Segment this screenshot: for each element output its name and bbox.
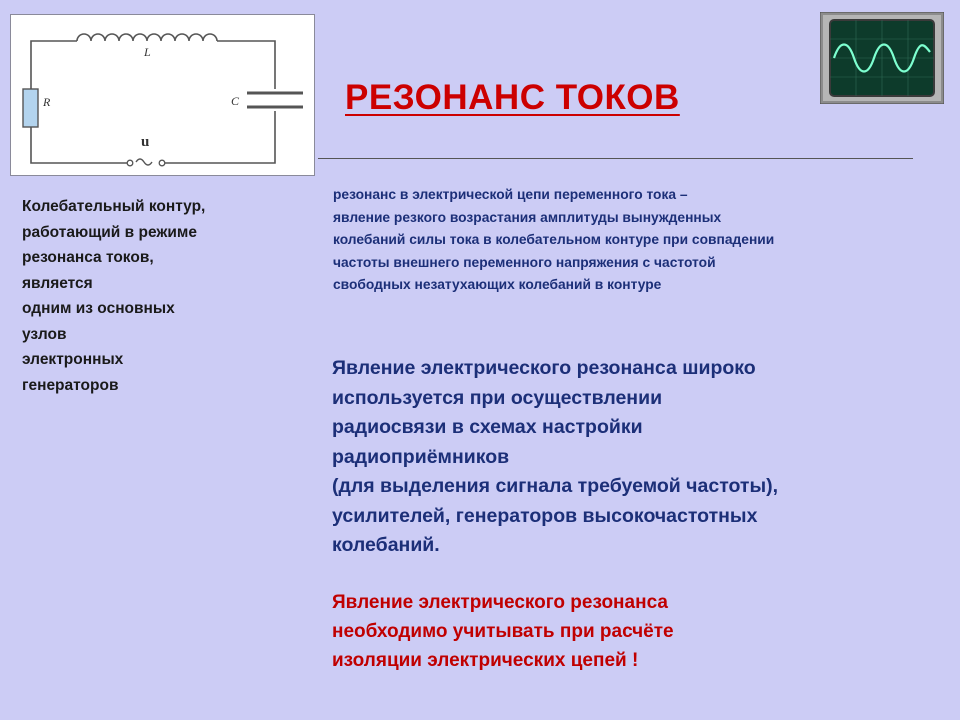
usage-line: усилителей, генераторов высокочастотных — [332, 504, 758, 527]
left-text-line: Колебательный контур, — [22, 198, 206, 215]
page-title: РЕЗОНАНС ТОКОВ — [345, 78, 680, 117]
terminal-left — [127, 160, 133, 166]
left-text-line: резонанса токов, — [22, 249, 154, 266]
wire-top-left — [31, 41, 77, 90]
definition-line: колебаний силы тока в колебательном контуре при совпадении — [333, 232, 775, 247]
inductor-coil — [77, 34, 217, 41]
definition-line: явление резкого возрастания амплитуды вынужденных — [333, 209, 722, 225]
circuit-schematic — [11, 15, 316, 177]
usage-line: используется при осуществлении — [332, 386, 663, 409]
definition-line: свободных незатухающих колебаний в контуре — [333, 277, 662, 292]
wire-right-bottom — [165, 111, 275, 163]
resistor-label: R — [43, 95, 51, 109]
resonance-definition — [333, 184, 943, 297]
warning-line: Явление электрического резонанса — [332, 592, 668, 613]
capacitor-label: C — [231, 94, 240, 108]
source-sine — [136, 159, 152, 165]
left-text-line: узлов — [22, 325, 67, 343]
usage-line: (для выделения сигнала требуемой частоты), — [332, 475, 779, 497]
left-text-line: является — [22, 274, 93, 292]
wire-top-right — [217, 41, 275, 89]
wire-left-bottom — [31, 127, 127, 163]
inductor-label: L — [144, 45, 151, 59]
circuit-diagram — [10, 14, 315, 176]
usage-line: Явление электрического резонанса широко — [332, 357, 756, 379]
warning-paragraph — [332, 588, 932, 675]
voltage-label: u — [141, 134, 150, 150]
left-text-line: работающий в режиме — [22, 223, 197, 241]
usage-line: колебаний. — [332, 534, 440, 556]
left-text-line: электронных — [22, 351, 124, 368]
warning-line: необходимо учитывать при расчёте — [332, 621, 674, 642]
usage-line: радиоприёмников — [332, 445, 510, 468]
resistor — [23, 89, 38, 127]
left-description — [22, 194, 302, 398]
usage-paragraph — [332, 354, 932, 561]
definition-line: частоты внешнего переменного напряжения с частотой — [333, 254, 716, 270]
terminal-right — [159, 160, 165, 166]
left-text-line: одним из основных — [22, 300, 175, 317]
left-text-line: генераторов — [22, 376, 119, 394]
divider-line — [318, 158, 913, 159]
warning-line: изоляции электрических цепей ! — [332, 650, 639, 671]
definition-line: резонанс в электрической цепи переменного тока – — [333, 187, 688, 202]
usage-line: радиосвязи в схемах настройки — [332, 416, 643, 438]
oscilloscope-icon — [820, 12, 944, 104]
